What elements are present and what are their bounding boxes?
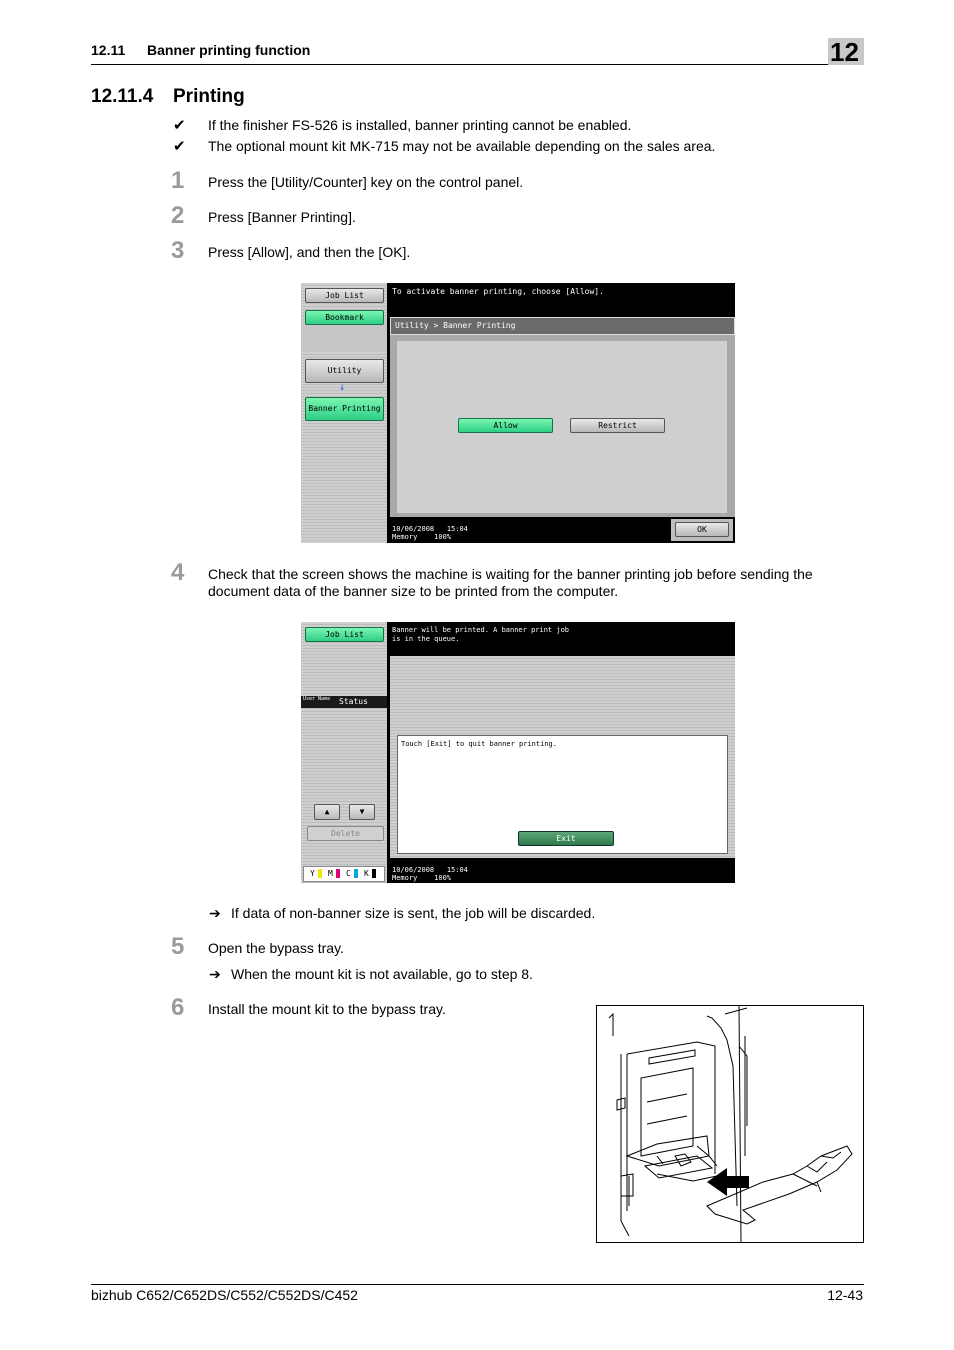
sidebar: [301, 622, 387, 883]
content-panel: [397, 341, 727, 513]
time: 15:04: [446, 525, 468, 533]
section-number: 12.11.4: [91, 86, 154, 107]
toner-label-y: Y: [310, 869, 315, 878]
header-section-number: 12.11: [91, 42, 126, 58]
allow-button[interactable]: Allow: [458, 418, 553, 433]
memory-label: Memory: [392, 874, 418, 882]
toner-indicator: [303, 866, 385, 882]
toner-bar-c: [354, 869, 358, 878]
step-text: Install the mount kit to the bypass tray.: [208, 1001, 446, 1017]
step-text: Press [Allow], and then the [OK].: [208, 244, 411, 260]
utility-button[interactable]: Utility: [305, 359, 384, 383]
footer-rule: [91, 1284, 864, 1285]
step-text: Open the bypass tray.: [208, 940, 344, 956]
step-text: Press [Banner Printing].: [208, 209, 356, 225]
step-number: 2: [171, 202, 185, 229]
toner-label-m: M: [328, 869, 333, 878]
screenshot-banner-waiting: [301, 622, 735, 883]
step-text-line2: document data of the banner size to be printed from the computer.: [208, 583, 619, 599]
memory-label: Memory: [392, 533, 418, 541]
bookmark-button[interactable]: Bookmark: [305, 310, 384, 325]
exit-button[interactable]: Exit: [518, 831, 614, 846]
check-icon: ✔: [173, 117, 186, 134]
arrow-icon: ➔: [209, 966, 221, 982]
insert-arrow-icon: [707, 1168, 749, 1196]
mount-kit-illustration: [596, 1005, 864, 1243]
banner-printing-button[interactable]: Banner Printing: [305, 397, 384, 421]
footer-page-number: 12-43: [827, 1287, 863, 1303]
user-name-header: User Name: [303, 696, 331, 702]
dialog-text: Touch [Exit] to quit banner printing.: [401, 740, 557, 748]
step-number: 5: [171, 933, 185, 960]
down-arrow-icon: ↓: [339, 382, 346, 393]
step-subnote: If data of non-banner size is sent, the job will be discarded.: [231, 905, 596, 921]
screen-message: To activate banner printing, choose [Allow].: [392, 287, 604, 296]
step-text: [208, 566, 858, 600]
status-header: Status: [339, 697, 368, 706]
job-list-button[interactable]: Job List: [305, 288, 384, 303]
scroll-up-button[interactable]: ▲: [314, 804, 340, 820]
step-number: 4: [171, 559, 185, 586]
running-header: [91, 42, 310, 58]
note-text: If the finisher FS-526 is installed, banner printing cannot be enabled.: [208, 117, 632, 133]
toner-bar-k: [372, 869, 376, 878]
chapter-number: 12: [830, 37, 859, 67]
step-number: 1: [171, 167, 185, 194]
breadcrumb-bar: [390, 317, 735, 335]
memory-value: 100%: [434, 874, 452, 882]
date: 10/06/2008: [392, 866, 435, 874]
step-number: 6: [171, 994, 185, 1021]
arrow-icon: ➔: [209, 905, 221, 921]
screen-message-line1: Banner will be printed. A banner print job: [392, 626, 570, 634]
check-icon: ✔: [173, 138, 186, 155]
status-datetime: [392, 525, 468, 541]
breadcrumb: Utility > Banner Printing: [395, 321, 516, 330]
screenshot-banner-allow: [301, 283, 735, 543]
time: 15:04: [446, 866, 468, 874]
section-title: Printing: [173, 86, 245, 107]
note-text: The optional mount kit MK-715 may not be available depending on the sales area.: [208, 138, 716, 154]
toner-label-k: K: [364, 869, 369, 878]
delete-button[interactable]: Delete: [307, 826, 384, 841]
toner-label-c: C: [346, 869, 351, 878]
screen-message-line2: is in the queue.: [392, 635, 460, 643]
scroll-down-button[interactable]: ▼: [349, 804, 375, 820]
bypass-tray-drawing: [597, 1006, 863, 1242]
header-rule: [91, 64, 864, 65]
header-section-title: Banner printing function: [147, 42, 311, 58]
step-text: Press the [Utility/Counter] key on the control panel.: [208, 174, 524, 190]
step-number: 3: [171, 237, 185, 264]
section-heading: [91, 86, 245, 108]
memory-value: 100%: [434, 533, 452, 541]
toner-bar-m: [336, 869, 340, 878]
step-text-line1: Check that the screen shows the machine is waiting for the banner printing job before sending the: [208, 566, 813, 582]
footer-model: bizhub C652/C652DS/C552/C552DS/C452: [91, 1287, 358, 1303]
job-list-button[interactable]: Job List: [305, 627, 384, 642]
screen-message: [392, 626, 569, 644]
status-datetime: [392, 866, 468, 882]
restrict-button[interactable]: Restrict: [570, 418, 665, 433]
step-subnote: When the mount kit is not available, go to step 8.: [231, 966, 533, 982]
toner-bar-y: [318, 869, 322, 878]
ok-button[interactable]: OK: [675, 522, 729, 537]
date: 10/06/2008: [392, 525, 435, 533]
job-table-header: [301, 696, 387, 708]
